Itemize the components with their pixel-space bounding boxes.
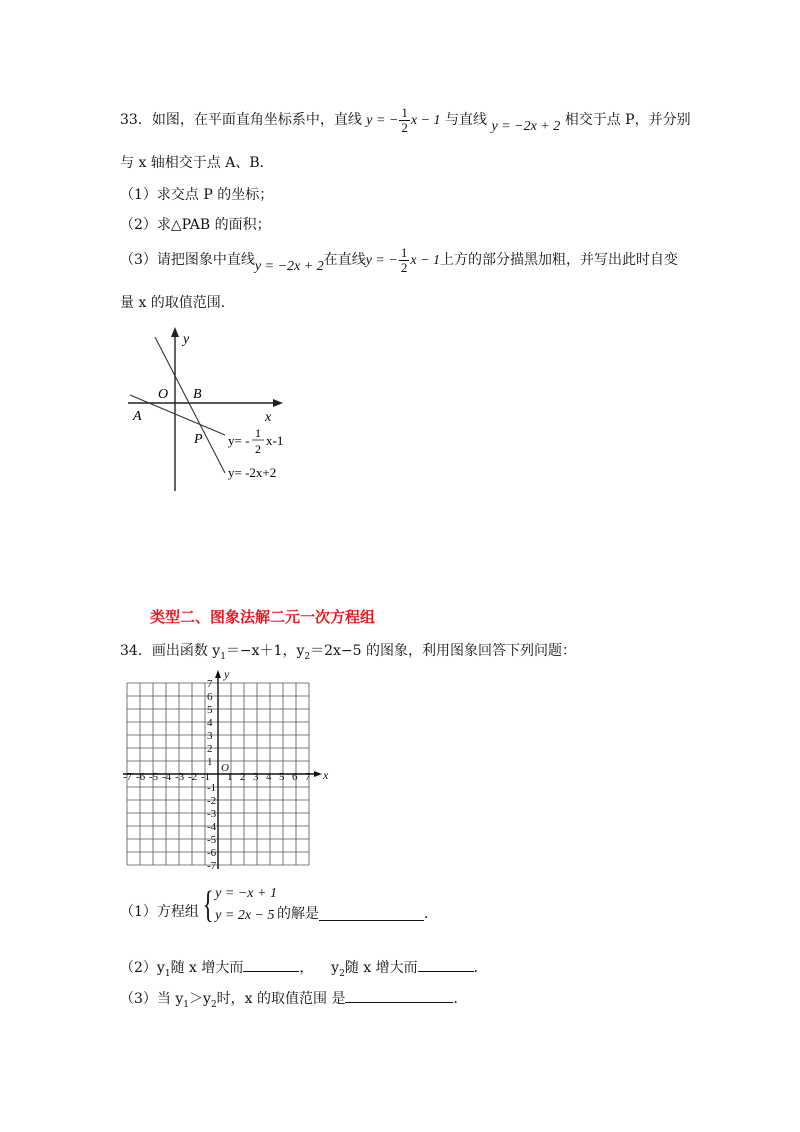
figure-label-P: P [194, 432, 203, 447]
grid-x-tick-label: 2 [240, 771, 246, 783]
grid-y-tick-label: 1 [207, 756, 213, 768]
grid-y-tick-label: -6 [207, 847, 217, 859]
equation-system [199, 883, 277, 927]
part3-line1-fraction: $\frac{1}{2}$ [400, 245, 408, 275]
part3-line1-y: y = − [365, 253, 398, 269]
q34-number: 34． [120, 643, 152, 659]
q34-part1: （1）方程组 { y = −x + 1 y = 2x − 5 的解是 ． [120, 884, 438, 926]
answer-blank-1[interactable] [319, 906, 424, 921]
grid-x-tick-label: 4 [266, 771, 272, 783]
figure-y-arrow [171, 327, 179, 337]
grid-y-tick-label: 3 [207, 730, 213, 742]
q33-line1 [120, 106, 691, 134]
q34-intro: 34．画出函数 $y_1=-x+1$，$y_2=2x-5$ 的图象，利用图象回答下列问题： [120, 643, 576, 662]
system-eq2: y = 2x − 5 [215, 908, 275, 923]
grid-y-tick-label: -5 [207, 834, 217, 846]
grid-y-arrow [215, 670, 221, 678]
grid-x-tick-label: -6 [136, 771, 146, 783]
q33-intro-d: 与 x 轴相交于点 A、B． [120, 155, 274, 171]
figure-legend1-a: y= - [228, 433, 250, 448]
line1-fraction: $\frac{1}{2}$ [401, 105, 408, 135]
line1-formula-y: y = − [366, 113, 399, 129]
grid-y-tick-label: 7 [207, 678, 213, 690]
q33-intro-b: 与直线 [445, 112, 488, 129]
q33-intro-c: 相交于点 P，并分别 [564, 112, 691, 129]
grid-y-tick-label: -3 [207, 808, 217, 820]
figure-legend1-num: 1 [255, 426, 261, 440]
q33-part3-a: （3）请把图象中直线 [120, 252, 255, 269]
grid-x-tick-label: -2 [188, 771, 198, 783]
q33-number: 33． [120, 112, 152, 129]
part3-line1-tail: x − 1 [410, 253, 440, 269]
part3-line2-formula: y = −2x + 2 [254, 259, 324, 275]
figure-label-A: A [133, 409, 142, 424]
answer-blank-2a[interactable] [243, 957, 299, 972]
system-eq1: y = −x + 1 [215, 886, 277, 901]
figure-x-arrow [273, 399, 283, 407]
figure-label-x: x [265, 410, 272, 425]
figure-line-y-neg2x-plus2 [155, 337, 225, 473]
q33-intro-a: 如图，在平面直角坐标系中，直线 [151, 112, 362, 129]
grid-y-tick-label: 5 [207, 704, 213, 716]
grid-y-tick-label: -4 [207, 821, 217, 833]
grid-x-tick-label: -1 [201, 771, 211, 783]
grid-origin-label: O [221, 762, 229, 774]
q33-part3-line [120, 246, 678, 274]
q33-part3-b: 在直线 [323, 252, 366, 269]
grid-y-tick-label: -7 [207, 860, 217, 872]
figure-legend1-b: x-1 [266, 433, 284, 448]
grid-x-tick-label: -7 [123, 771, 133, 783]
system-brace: { [202, 884, 214, 926]
q33-part3-d: 量 x 的取值范围． [120, 295, 235, 311]
q33-figure [125, 325, 310, 495]
q34-part2: $(2)y_1$随 x 增大而 ， $y_2$随 x 增大而 ． [120, 957, 488, 979]
grid-y-tick-label: -2 [207, 795, 217, 807]
figure-line-y-neg-half-x-minus1 [130, 395, 225, 435]
grid-y-label: y [224, 667, 230, 681]
q33-part1: （1）求交点 P 的坐标； [120, 187, 274, 203]
grid-x-tick-label: -3 [175, 771, 185, 783]
grid-x-tick-label: 5 [279, 771, 285, 783]
q33-part2: （2）求△PAB 的面积； [120, 217, 271, 233]
answer-blank-2b[interactable] [418, 957, 474, 972]
figure-legend1-den: 2 [255, 442, 261, 456]
grid-x-tick-label: -4 [162, 771, 172, 783]
grid-x-tick-label: 3 [253, 771, 259, 783]
figure-legend2: y= -2x+2 [228, 465, 277, 480]
grid-x-tick-label: 1 [227, 771, 233, 783]
q34-coordinate-grid [115, 660, 340, 872]
figure-label-B: B [193, 387, 202, 402]
line1-formula-tail: x − 1 [410, 113, 441, 129]
section-title: 类型二、图象法解二元一次方程组 [150, 608, 376, 626]
figure-label-y: y [183, 332, 190, 347]
line2-formula: y = −2x + 2 [491, 119, 561, 135]
grid-labels [123, 667, 329, 872]
grid-x-tick-label: -5 [149, 771, 159, 783]
grid-x-tick-label: 6 [292, 771, 298, 783]
grid-x-arrow [314, 771, 322, 777]
grid-x-label: x [323, 768, 329, 782]
answer-blank-3[interactable] [345, 988, 453, 1003]
grid-y-tick-label: 2 [207, 743, 213, 755]
q34-part3: （3）当 $y_1>y_2$时，x 的取值范围 是 ． [120, 988, 467, 1010]
grid-y-tick-label: 6 [207, 691, 213, 703]
grid-x-tick-label: 7 [305, 771, 311, 783]
grid-y-tick-label: 4 [207, 717, 213, 729]
grid-y-tick-label: -1 [207, 782, 217, 794]
q33-part3-c: 上方的部分描黑加粗，并写出此时自变 [439, 252, 678, 269]
figure-label-O: O [158, 387, 169, 402]
